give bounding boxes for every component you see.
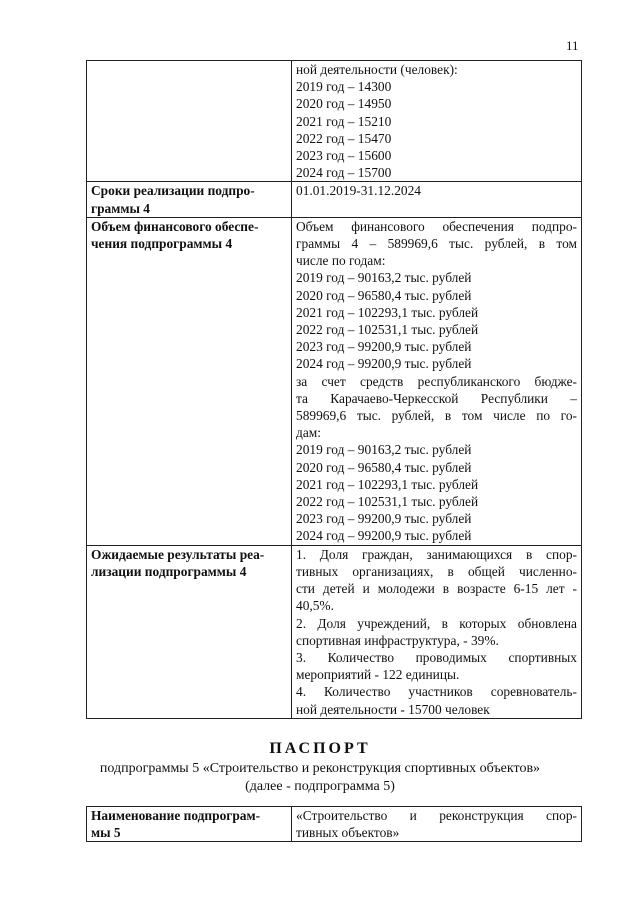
row-value xyxy=(292,182,582,217)
row-value xyxy=(292,807,582,842)
row-label xyxy=(87,182,292,217)
text-line: ной деятельности (человек): xyxy=(296,62,458,77)
row-value xyxy=(292,217,582,545)
text-line: 2. Доля учреждений, в которых обновлена xyxy=(296,615,577,631)
text-line: тивных объектов» xyxy=(296,825,400,841)
text-line: 2021 год – 102293,1 тыс. рублей xyxy=(296,304,479,320)
text-line: 2019 год – 90163,2 тыс. рублей xyxy=(296,270,472,286)
text-line: 2022 год – 102531,1 тыс. рублей xyxy=(296,494,479,510)
text-line: 2024 год – 15700 xyxy=(296,165,392,181)
text-line: тивных организациях, в общей численно- xyxy=(296,563,577,579)
text-line: 40,5%. xyxy=(296,598,334,614)
label-line: Ожидаемые результаты реа- xyxy=(91,546,265,562)
label-line: Сроки реализации подпро- xyxy=(91,183,255,199)
label-line: Наименование подпрограм- xyxy=(91,808,261,823)
label-line: Объем финансового обеспе- xyxy=(91,218,259,234)
label-line: мы 5 xyxy=(91,825,121,841)
text-line: спортивная инфраструктура, - 39%. xyxy=(296,632,499,648)
text-line: ной деятельности - 15700 человек xyxy=(296,701,490,717)
text-line: 2020 год – 14950 xyxy=(296,96,392,112)
row-label xyxy=(87,545,292,718)
text-line: 2024 год – 99200,9 тыс. рублей xyxy=(296,528,472,544)
passport-subtitle-note: (далее - подпрограмма 5) xyxy=(245,779,395,794)
text-line: 4. Количество участников соревнователь- xyxy=(296,684,577,700)
text-line: 1. Доля граждан, занимающихся в спор- xyxy=(296,546,577,562)
passport-table-subprogram-5 xyxy=(86,806,582,842)
text-line: 2020 год – 96580,4 тыс. рублей xyxy=(296,287,472,303)
text-line: числе по годам: xyxy=(296,253,386,269)
row-value xyxy=(292,61,582,182)
text-line: 2021 год – 15210 xyxy=(296,113,392,129)
text-line: «Строительство и реконструкция спор- xyxy=(296,808,577,823)
text-line: 2023 год – 99200,9 тыс. рублей xyxy=(296,339,472,355)
label-line: чения подпрограммы 4 xyxy=(91,236,233,252)
text-line: 2019 год – 14300 xyxy=(296,79,392,95)
text-line: 2019 год – 90163,2 тыс. рублей xyxy=(296,442,472,458)
table-row-name xyxy=(87,807,582,842)
row-label-empty xyxy=(87,61,292,182)
text-line: 01.01.2019-31.12.2024 xyxy=(296,183,421,199)
passport-table-subprogram-4 xyxy=(86,60,582,719)
text-line: 2023 год – 99200,9 тыс. рублей xyxy=(296,511,472,527)
text-line: сти детей и молодежи в возрасте 6-15 лет - xyxy=(296,581,577,597)
text-line: 2022 год – 102531,1 тыс. рублей xyxy=(296,322,479,338)
label-line: граммы 4 xyxy=(91,200,150,216)
text-line: граммы 4 – 589969,6 тыс. рублей, в том xyxy=(296,236,577,252)
text-line: та Карачаево-Черкесской Республики – xyxy=(296,390,577,406)
text-line: за счет средств республиканского бюдже- xyxy=(296,373,577,389)
passport-title: ПАСПОРТ xyxy=(269,740,371,757)
row-label xyxy=(87,807,292,842)
text-line: 3. Количество проводимых спортивных xyxy=(296,649,577,665)
table-row-funding xyxy=(87,217,582,545)
text-line: 2024 год – 99200,9 тыс. рублей xyxy=(296,356,472,372)
table-row-implementation-period xyxy=(87,182,582,217)
text-line: 2020 год – 96580,4 тыс. рублей xyxy=(296,459,472,475)
table-row-expected-results xyxy=(87,545,582,718)
text-line: 589969,6 тыс. рублей, в том числе по го- xyxy=(296,408,577,424)
text-line: 2023 год – 15600 xyxy=(296,148,392,164)
text-line: 2022 год – 15470 xyxy=(296,130,392,146)
text-line: мероприятий - 122 единицы. xyxy=(296,667,460,683)
table-row-target-indicators xyxy=(87,61,582,182)
passport-subtitle: подпрограммы 5 «Строительство и реконструкция спортивных объектов» xyxy=(99,761,541,776)
text-line: дам: xyxy=(296,425,321,441)
row-value xyxy=(292,545,582,718)
label-line: лизации подпрограммы 4 xyxy=(91,563,247,579)
row-label xyxy=(87,217,292,545)
text-line: 2021 год – 102293,1 тыс. рублей xyxy=(296,476,479,492)
page-number: 11 xyxy=(566,38,579,53)
text-line: Объем финансового обеспечения подпро- xyxy=(296,218,577,234)
